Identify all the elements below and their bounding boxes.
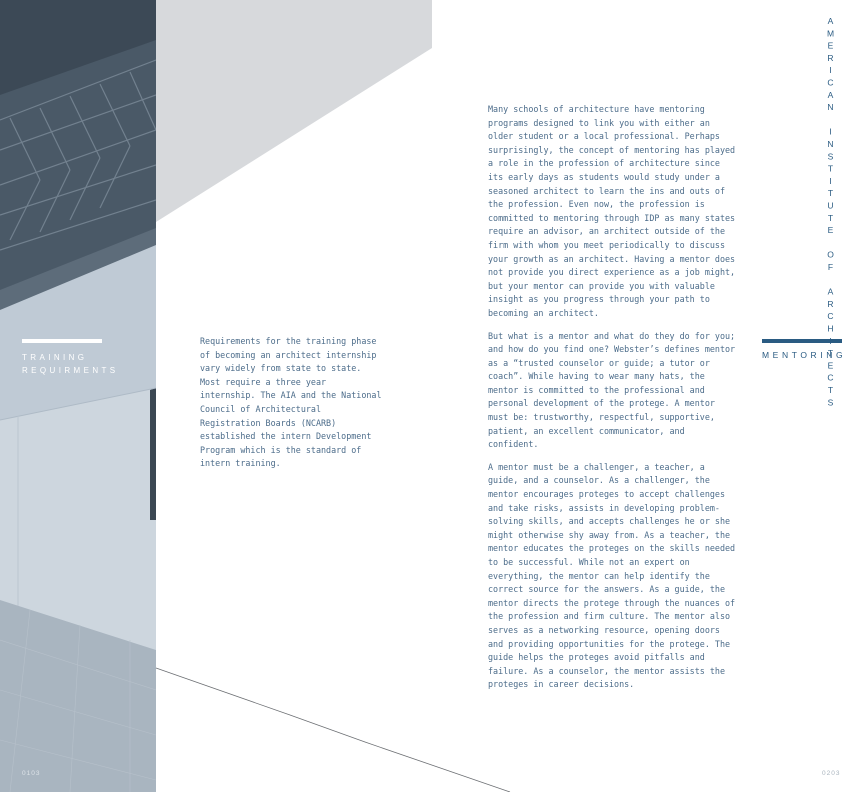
page-number-right: 0203 (822, 770, 841, 777)
sidebar-rule (22, 339, 102, 343)
training-requirements-title: TRAINING REQUIRMENTS (22, 353, 119, 375)
page-number-left: 0103 (22, 770, 41, 777)
architecture-photo (0, 0, 156, 792)
mentoring-paragraph-1: Many schools of architecture have mentoring programs designed to link you with either an older student or a local professional. Perhaps surprisingly, the concept of mentoring has played a role in the profession of architecture since its early days as students would study under a seasoned architect to learn the ins and outs of the profession. Even now, the profession is committed to mentoring through IDP as many states require an advisor, an architect outside of the firm with whom you meet periodically to discuss your growth as an architect. Having a mentor does not provide you direct experience as a job might, but your mentor can provide you with valuable insight as you progress through your path to becoming an architect. (488, 104, 736, 318)
mentoring-paragraph-3: A mentor must be a challenger, a teacher, a guide, and a counselor. As a challenger, the mentor encourages proteges to accept challenges and take risks, assists in developing problem-solving skills, and accepts challenges he or she might otherwise shy away from. As a teacher, the mentor educates the proteges on the skills needed to be successful. While not an expert on everything, the mentor can help identify the correct source for the answers. As a guide, the mentor directs the protege through the nuances of the profession and firm culture. The mentor also serves as a networking resource, opening doors and providing opportunities for the protege. The guide helps the proteges avoid pitfalls and failure. As a counselor, the mentor assists the proteges in career decisions. (488, 461, 736, 690)
sidebar-heading (22, 339, 119, 377)
vertical-running-title: AMERICAN INSTITUTE OF ARCHITECTS (825, 16, 836, 410)
mentoring-title: MENTORING (762, 350, 847, 360)
mentoring-paragraph-2: But what is a mentor and what do they do for you; and how do you find one? Webster’s defines mentor as a “trusted counselor or guide; a tutor or coach”. While having to wear many hats, the mentor is committed to the professional and personal development of the protege. A mentor must be: trustworthy, respectful, supportive, patient, an excellent communicator, and confident. (488, 330, 736, 450)
left-paragraph: Requirements for the training phase of becoming an architect internship vary widely from state to state. Most require a three year internship. The AIA and the National Council of Architectural Registration Boards (NCARB) established the intern Development Program which is the standard of intern training. (200, 336, 382, 469)
mentoring-text (488, 103, 740, 692)
training-requirements-text (200, 335, 385, 471)
